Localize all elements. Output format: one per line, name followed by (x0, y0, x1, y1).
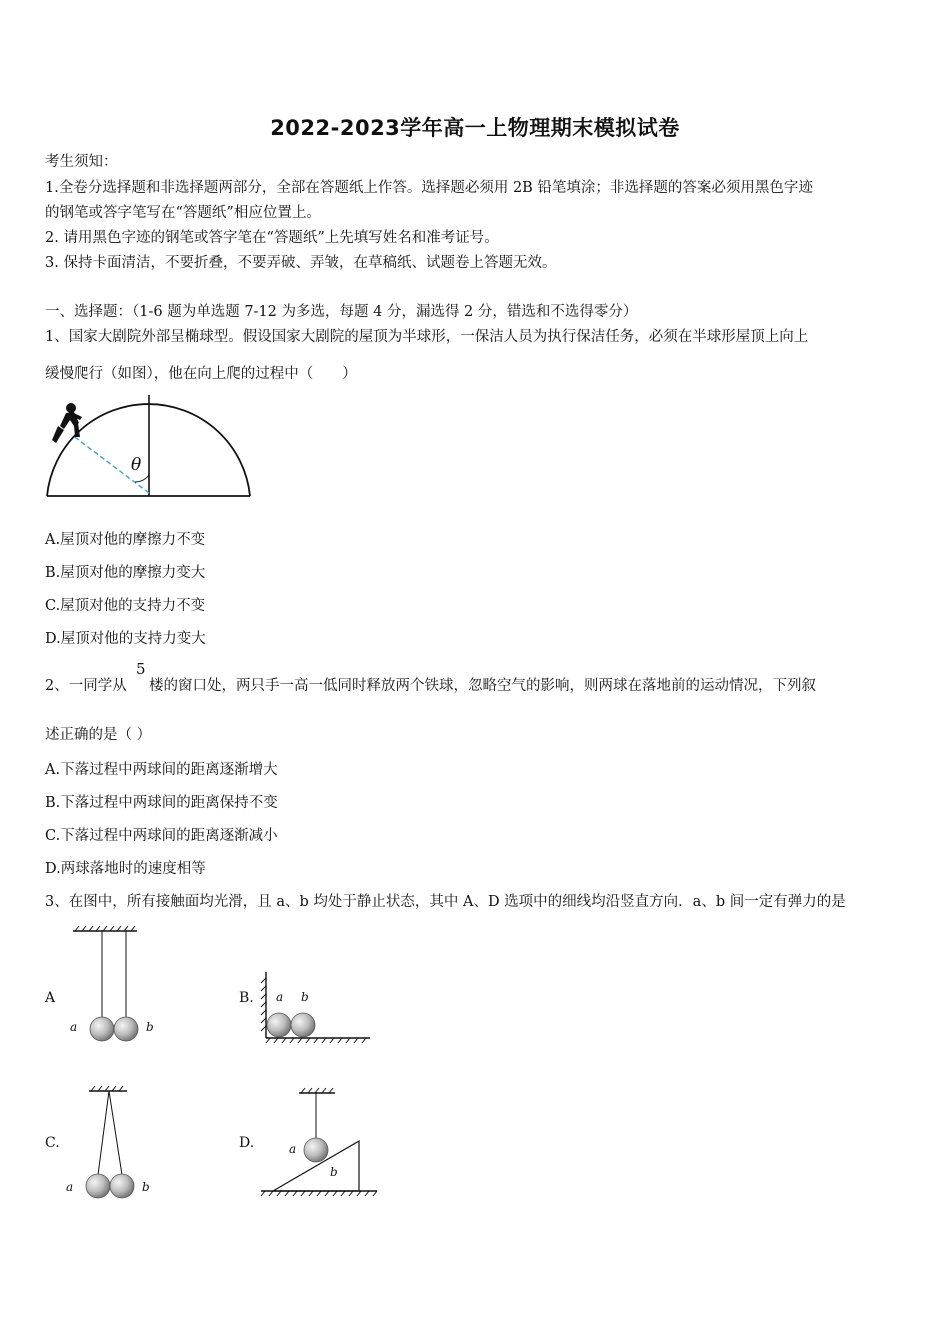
theta-label: θ (131, 455, 142, 475)
ball-b (114, 1017, 138, 1041)
ball-a (267, 1013, 291, 1037)
q2-floor-number: 5 (136, 660, 146, 678)
q1-stem-line-1: 1、国家大剧院外部呈椭球型。假设国家大剧院的屋顶为半球形，一保洁人员为执行保洁任务，必须在半球形屋顶上向上 (45, 329, 809, 345)
notice-line-3: 3. 保持卡面清洁，不要折叠，不要弄破、弄皱，在草稿纸、试题卷上答题无效。 (45, 255, 557, 271)
q3-option-a-label[interactable]: A (45, 990, 56, 1006)
ball-a (90, 1017, 114, 1041)
notice-line-1b: 的钢笔或答字笔写在“答题纸”相应位置上。 (45, 205, 321, 221)
q2-stem-prefix: 2、一同学从 (45, 678, 127, 694)
q3-a-ball-a-label: a (70, 1020, 78, 1034)
notice-heading: 考生须知： (45, 154, 118, 170)
q1-stem-line-2: 缓慢爬行（如图），他在向上爬的过程中（ ） (45, 366, 357, 382)
q2-option-b[interactable]: B.下落过程中两球间的距离保持不变 (45, 795, 278, 811)
q3-a-ball-b-label: b (146, 1020, 154, 1034)
q3-figure-b (258, 970, 378, 1050)
q1-option-a[interactable]: A.屋顶对他的摩擦力不变 (45, 532, 206, 548)
q2-stem-line-1: 楼的窗口处，两只手一高一低同时释放两个铁球，忽略空气的影响，则两球在落地前的运动情况，下列叙 (149, 678, 816, 694)
ball-a (86, 1174, 110, 1198)
q2-option-c[interactable]: C.下落过程中两球间的距离逐渐减小 (45, 828, 278, 844)
q1-option-b[interactable]: B.屋顶对他的摩擦力变大 (45, 565, 206, 581)
q3-stem: 3、在图中，所有接触面均光滑，且 a、b 均处于静止状态，其中 A、D 选项中的细线均沿竖直方向．a、b 间一定有弹力的是 (45, 894, 846, 910)
section-heading: 一、选择题：（1-6 题为单选题 7-12 为多选，每题 4 分，漏选得 2 分，错选和不选得零分） (45, 304, 638, 320)
q1-dome-figure (44, 393, 259, 503)
notice-line-1a: 1.全卷分选择题和非选择题两部分，全部在答题纸上作答。选择题必须用 2B 铅笔填涂；非选择题的答案必须用黑色字迹 (45, 180, 813, 196)
q3-figure-c (75, 1083, 175, 1203)
q3-figure-d (255, 1083, 385, 1203)
q3-option-d-label[interactable]: D. (239, 1135, 255, 1151)
q3-b-ball-a-label: a (276, 990, 284, 1004)
q2-option-d[interactable]: D.两球落地时的速度相等 (45, 861, 206, 877)
ball-a (304, 1138, 328, 1162)
q3-option-b-label[interactable]: B. (239, 990, 254, 1006)
climber-icon (52, 403, 82, 443)
ball-b (291, 1013, 315, 1037)
q3-c-ball-a-label: a (66, 1180, 74, 1194)
q3-b-ball-b-label: b (301, 990, 309, 1004)
q3-option-c-label[interactable]: C. (45, 1135, 60, 1151)
ball-b (110, 1174, 134, 1198)
page-title: 2022-2023学年高一上物理期末模拟试卷 (270, 116, 680, 140)
q1-option-d[interactable]: D.屋顶对他的支持力变大 (45, 631, 206, 647)
q3-d-ball-a-label: a (289, 1142, 297, 1156)
q2-stem-line-2: 述正确的是（ ） (45, 727, 152, 743)
notice-line-2: 2. 请用黑色字迹的钢笔或答字笔在“答题纸”上先填写姓名和准考证号。 (45, 230, 499, 246)
q1-option-c[interactable]: C.屋顶对他的支持力不变 (45, 598, 206, 614)
q2-option-a[interactable]: A.下落过程中两球间的距离逐渐增大 (45, 762, 278, 778)
q3-c-ball-b-label: b (142, 1180, 150, 1194)
q3-d-wedge-b-label: b (330, 1165, 338, 1179)
